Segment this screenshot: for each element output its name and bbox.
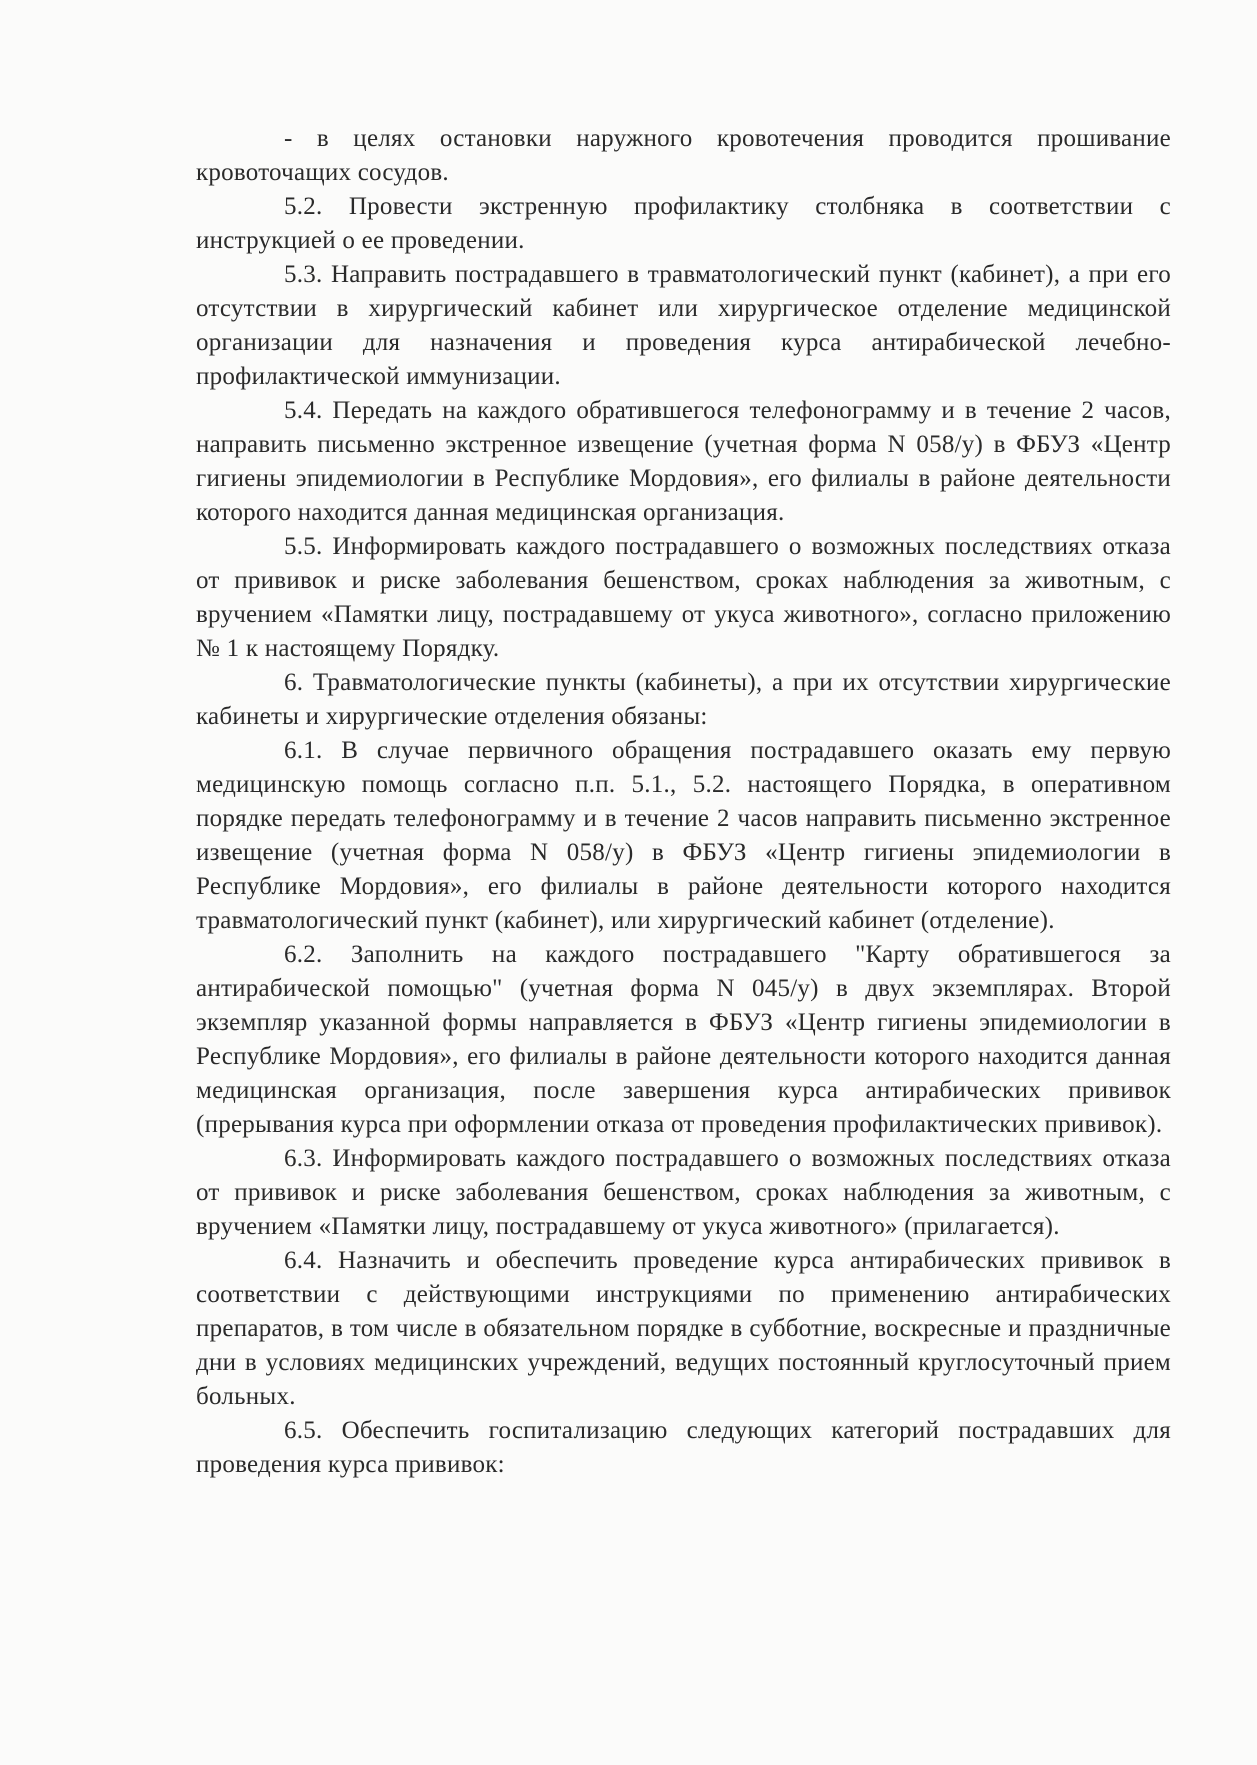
paragraph-6-1: 6.1. В случае первичного обращения пострадавшего оказать ему первую медицинскую помощь согласно п.п. 5.1., 5.2. настоящего Порядка, в оперативном порядке передать телефонограмму и в течение 2 часов направить письменно экстренное извещение (учетная форма N 058/у) в ФБУЗ «Центр гигиены эпидемиологии в Республике Мордовия», его филиалы в районе деятельности которого находится травматологический пункт (кабинет), или хирургический кабинет (отделение). xyxy=(196,737,1171,934)
paragraph-5-5: 5.5. Информировать каждого пострадавшего о возможных последствиях отказа от прививок и риске заболевания бешенством, сроках наблюдения за животным, с вручением «Памятки лицу, пострадавшему от укуса животного», согласно приложению № 1 к настоящему Порядку. xyxy=(196,533,1171,662)
paragraph-5-4: 5.4. Передать на каждого обратившегося телефонограмму и в течение 2 часов, направить письменно экстренное извещение (учетная форма N 058/у) в ФБУЗ «Центр гигиены эпидемиологии в Республике Мордовия», его филиалы в районе деятельности которого находится данная медицинская организация. xyxy=(196,397,1171,526)
document-body xyxy=(196,122,1171,1482)
paragraph-bleeding-stop: - в целях остановки наружного кровотечения проводится прошивание кровоточащих сосудов. xyxy=(196,125,1171,186)
paragraph-6-3: 6.3. Информировать каждого пострадавшего о возможных последствиях отказа от прививок и риске заболевания бешенством, сроках наблюдения за животным, с вручением «Памятки лицу, пострадавшему от укуса животного» (прилагается). xyxy=(196,1145,1171,1240)
paragraph-6-5: 6.5. Обеспечить госпитализацию следующих категорий пострадавших для проведения курса прививок: xyxy=(196,1417,1171,1478)
paragraph-6-4: 6.4. Назначить и обеспечить проведение курса антирабических прививок в соответствии с действующими инструкциями по применению антирабических препаратов, в том числе в обязательном порядке в субботние, воскресные и праздничные дни в условиях медицинских учреждений, ведущих постоянный круглосуточный прием больных. xyxy=(196,1247,1171,1410)
paragraph-6-2: 6.2. Заполнить на каждого пострадавшего "Карту обратившегося за антирабической помощью" (учетная форма N 045/у) в двух экземплярах. Второй экземпляр указанной формы направляется в ФБУЗ «Центр гигиены эпидемиологии в Республике Мордовия», его филиалы в районе деятельности которого находится данная медицинская организация, после завершения курса антирабических прививок (прерывания курса при оформлении отказа от проведения профилактических прививок). xyxy=(196,941,1171,1138)
paragraph-5-3: 5.3. Направить пострадавшего в травматологический пункт (кабинет), а при его отсутствии в хирургический кабинет или хирургическое отделение медицинской организации для назначения и проведения курса антирабической лечебно-профилактической иммунизации. xyxy=(196,261,1171,390)
paragraph-5-2: 5.2. Провести экстренную профилактику столбняка в соответствии с инструкцией о ее проведении. xyxy=(196,193,1171,254)
paragraph-6: 6. Травматологические пункты (кабинеты), а при их отсутствии хирургические кабинеты и хирургические отделения обязаны: xyxy=(196,669,1171,730)
